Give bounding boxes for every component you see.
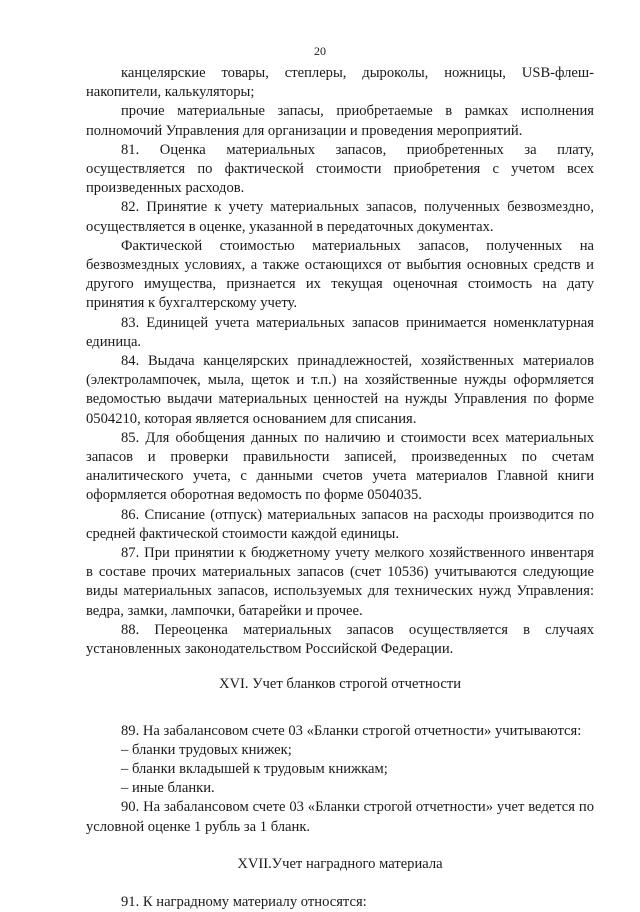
paragraph-81: 81. Оценка материальных запасов, приобретенных за плату, осуществляется по фактической стоимости приобретения с учетом всех произведенных расходов.	[86, 141, 594, 197]
paragraph: прочие материальные запасы, приобретаемые в рамках исполнения полномочий Управления для организации и проведения мероприятий.	[86, 103, 594, 139]
list-item: – бланки вкладышей к трудовым книжкам;	[121, 760, 388, 777]
section-heading-xvi: XVI. Учет бланков строгой отчетности	[218, 676, 462, 693]
paragraph-85: 85. Для обобщения данных по наличию и стоимости всех материальных запасов и проверки правильности записей, произведенных по счетам аналитического учета, с данными счетов учета материалов Главной книги оформляется оборотная ведомость по форме 0504035.	[86, 429, 594, 504]
list-item: – иные бланки.	[121, 780, 215, 797]
paragraph-89: 89. На забалансовом счете 03 «Бланки строгой отчетности» учитываются:	[121, 722, 582, 739]
list-item: – бланки трудовых книжек;	[121, 741, 292, 758]
paragraph-88: 88. Переоценка материальных запасов осуществляется в случаях установленных законодательством Российской Федерации.	[86, 621, 594, 658]
page-number: 20	[314, 44, 326, 58]
document-body	[86, 64, 594, 912]
paragraph-86: 86. Списание (отпуск) материальных запасов на расходы производится по средней фактической стоимости каждой единицы.	[86, 506, 594, 542]
paragraph-87: 87. При принятии к бюджетному учету мелкого хозяйственного инвентаря в составе прочих материальных запасов (счет 10536) учитываются следующие виды материальных запасов, используемых для технических нужд Управления: ведра, замки, лампочки, батарейки и прочее.	[86, 545, 594, 619]
paragraph-84: 84. Выдача канцелярских принадлежностей, хозяйственных материалов (электролампочек, мыла, щеток и т.п.) на хозяйственные нужды оформляется ведомостью выдачи материальных ценностей на нужды Управления по форме 0504210, которая является основанием для списания.	[86, 353, 594, 427]
section-heading-xvii: XVII.Учет наградного материала	[237, 855, 443, 872]
paragraph-91: 91. К наградному материалу относятся:	[121, 893, 367, 910]
paragraph-90: 90. На забалансовом счете 03 «Бланки строгой отчетности» учет ведется по условной оценке 1 рубль за 1 бланк.	[86, 799, 594, 835]
paragraph: Фактической стоимостью материальных запасов, полученных на безвозмездных условиях, а также остающихся от выбытия основных средств и другого имущества, признается их текущая оценочная стоимость на дату принятия к бухгалтерскому учету.	[86, 237, 594, 312]
paragraph: канцелярские товары, степлеры, дыроколы, ножницы, USB-флеш-накопители, калькуляторы;	[86, 65, 594, 101]
paragraph-82: 82. Принятие к учету материальных запасов, полученных безвозмездно, осуществляется в оценке, указанной в передаточных документах.	[86, 199, 594, 235]
paragraph-83: 83. Единицей учета материальных запасов принимается номенклатурная единица.	[86, 314, 594, 350]
